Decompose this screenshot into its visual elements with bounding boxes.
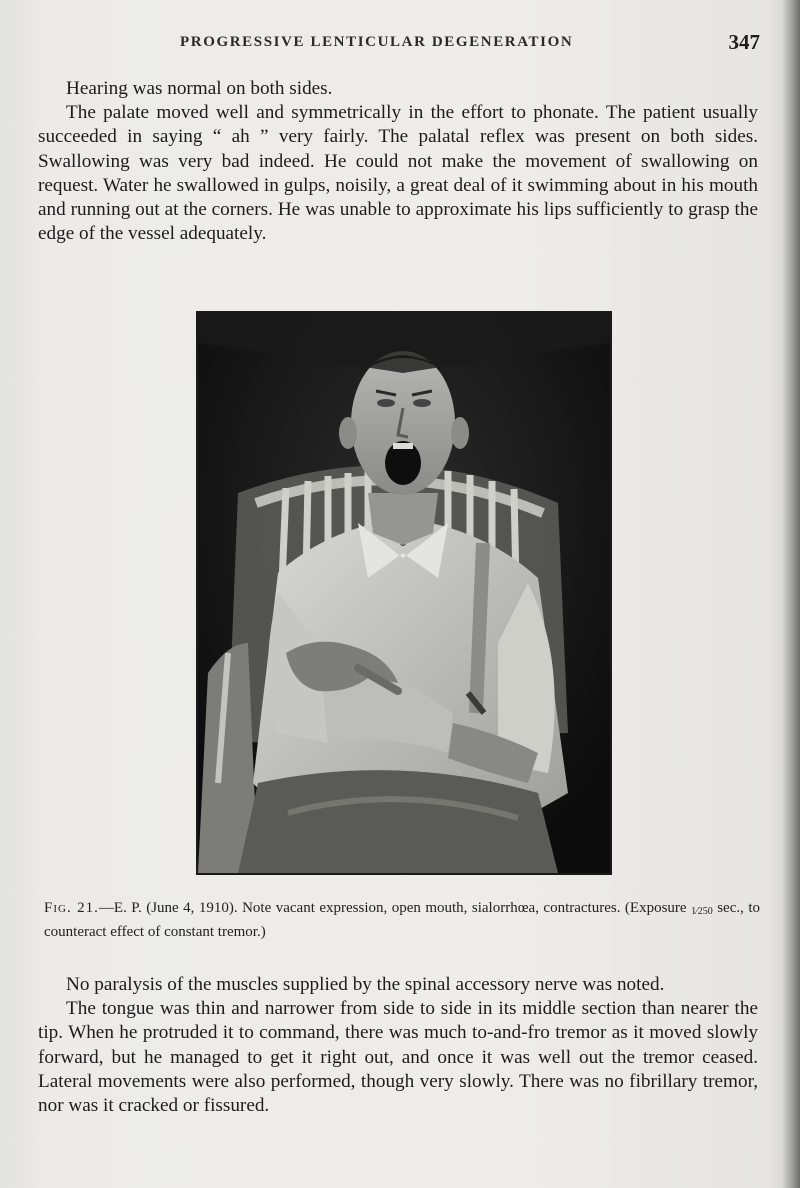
page-number: 347 bbox=[728, 30, 760, 54]
figure-caption bbox=[44, 898, 760, 942]
caption-text-end: sec., to counteract effect of constant tremor.) bbox=[44, 900, 760, 940]
running-head: PROGRESSIVE LENTICULAR DEGENERATION bbox=[180, 34, 574, 50]
figure-photograph bbox=[196, 311, 612, 875]
bottom-text-block bbox=[38, 973, 758, 1118]
patient-photo-illustration bbox=[198, 313, 610, 873]
caption-text: —E. P. (June 4, 1910). Note vacant expression, open mouth, sialorrhœa, contractures. (Exposure bbox=[98, 900, 692, 916]
page-edge-shadow bbox=[782, 0, 800, 1188]
page-header bbox=[40, 32, 760, 56]
paragraph-tongue: The tongue was thin and narrower from side to side in its middle section than nearer the tip. When he protruded it to command, there was much to-and-fro tremor as it moved slowly forward, but he managed to get it right out, and once it was well out the tremor ceased. Lateral movements were also performed, though very slowly. There was no fibrillary tremor, nor was it cracked or fissured. bbox=[38, 998, 758, 1117]
figure-label: Fig. 21. bbox=[44, 900, 99, 916]
paragraph-spinal-accessory: No paralysis of the muscles supplied by the spinal accessory nerve was noted. bbox=[66, 974, 665, 995]
exposure-fraction: 1⁄250 bbox=[691, 906, 713, 917]
paragraph-palate: The palate moved well and symmetrically in the effort to phonate. The patient usually succeeded in saying “ ah ” very fairly. The palatal reflex was present on both sides. Swallowing was very bad indeed. He could not make the movement of swallowing on request. Water he swallowed in gulps, noisily, a great deal of it swimming about in his mouth and running out at the corners. He was unable to approximate his lips sufficiently to grasp the edge of the vessel adequately. bbox=[38, 102, 758, 245]
top-text-block bbox=[38, 77, 758, 246]
paragraph-hearing: Hearing was normal on both sides. bbox=[66, 78, 333, 99]
